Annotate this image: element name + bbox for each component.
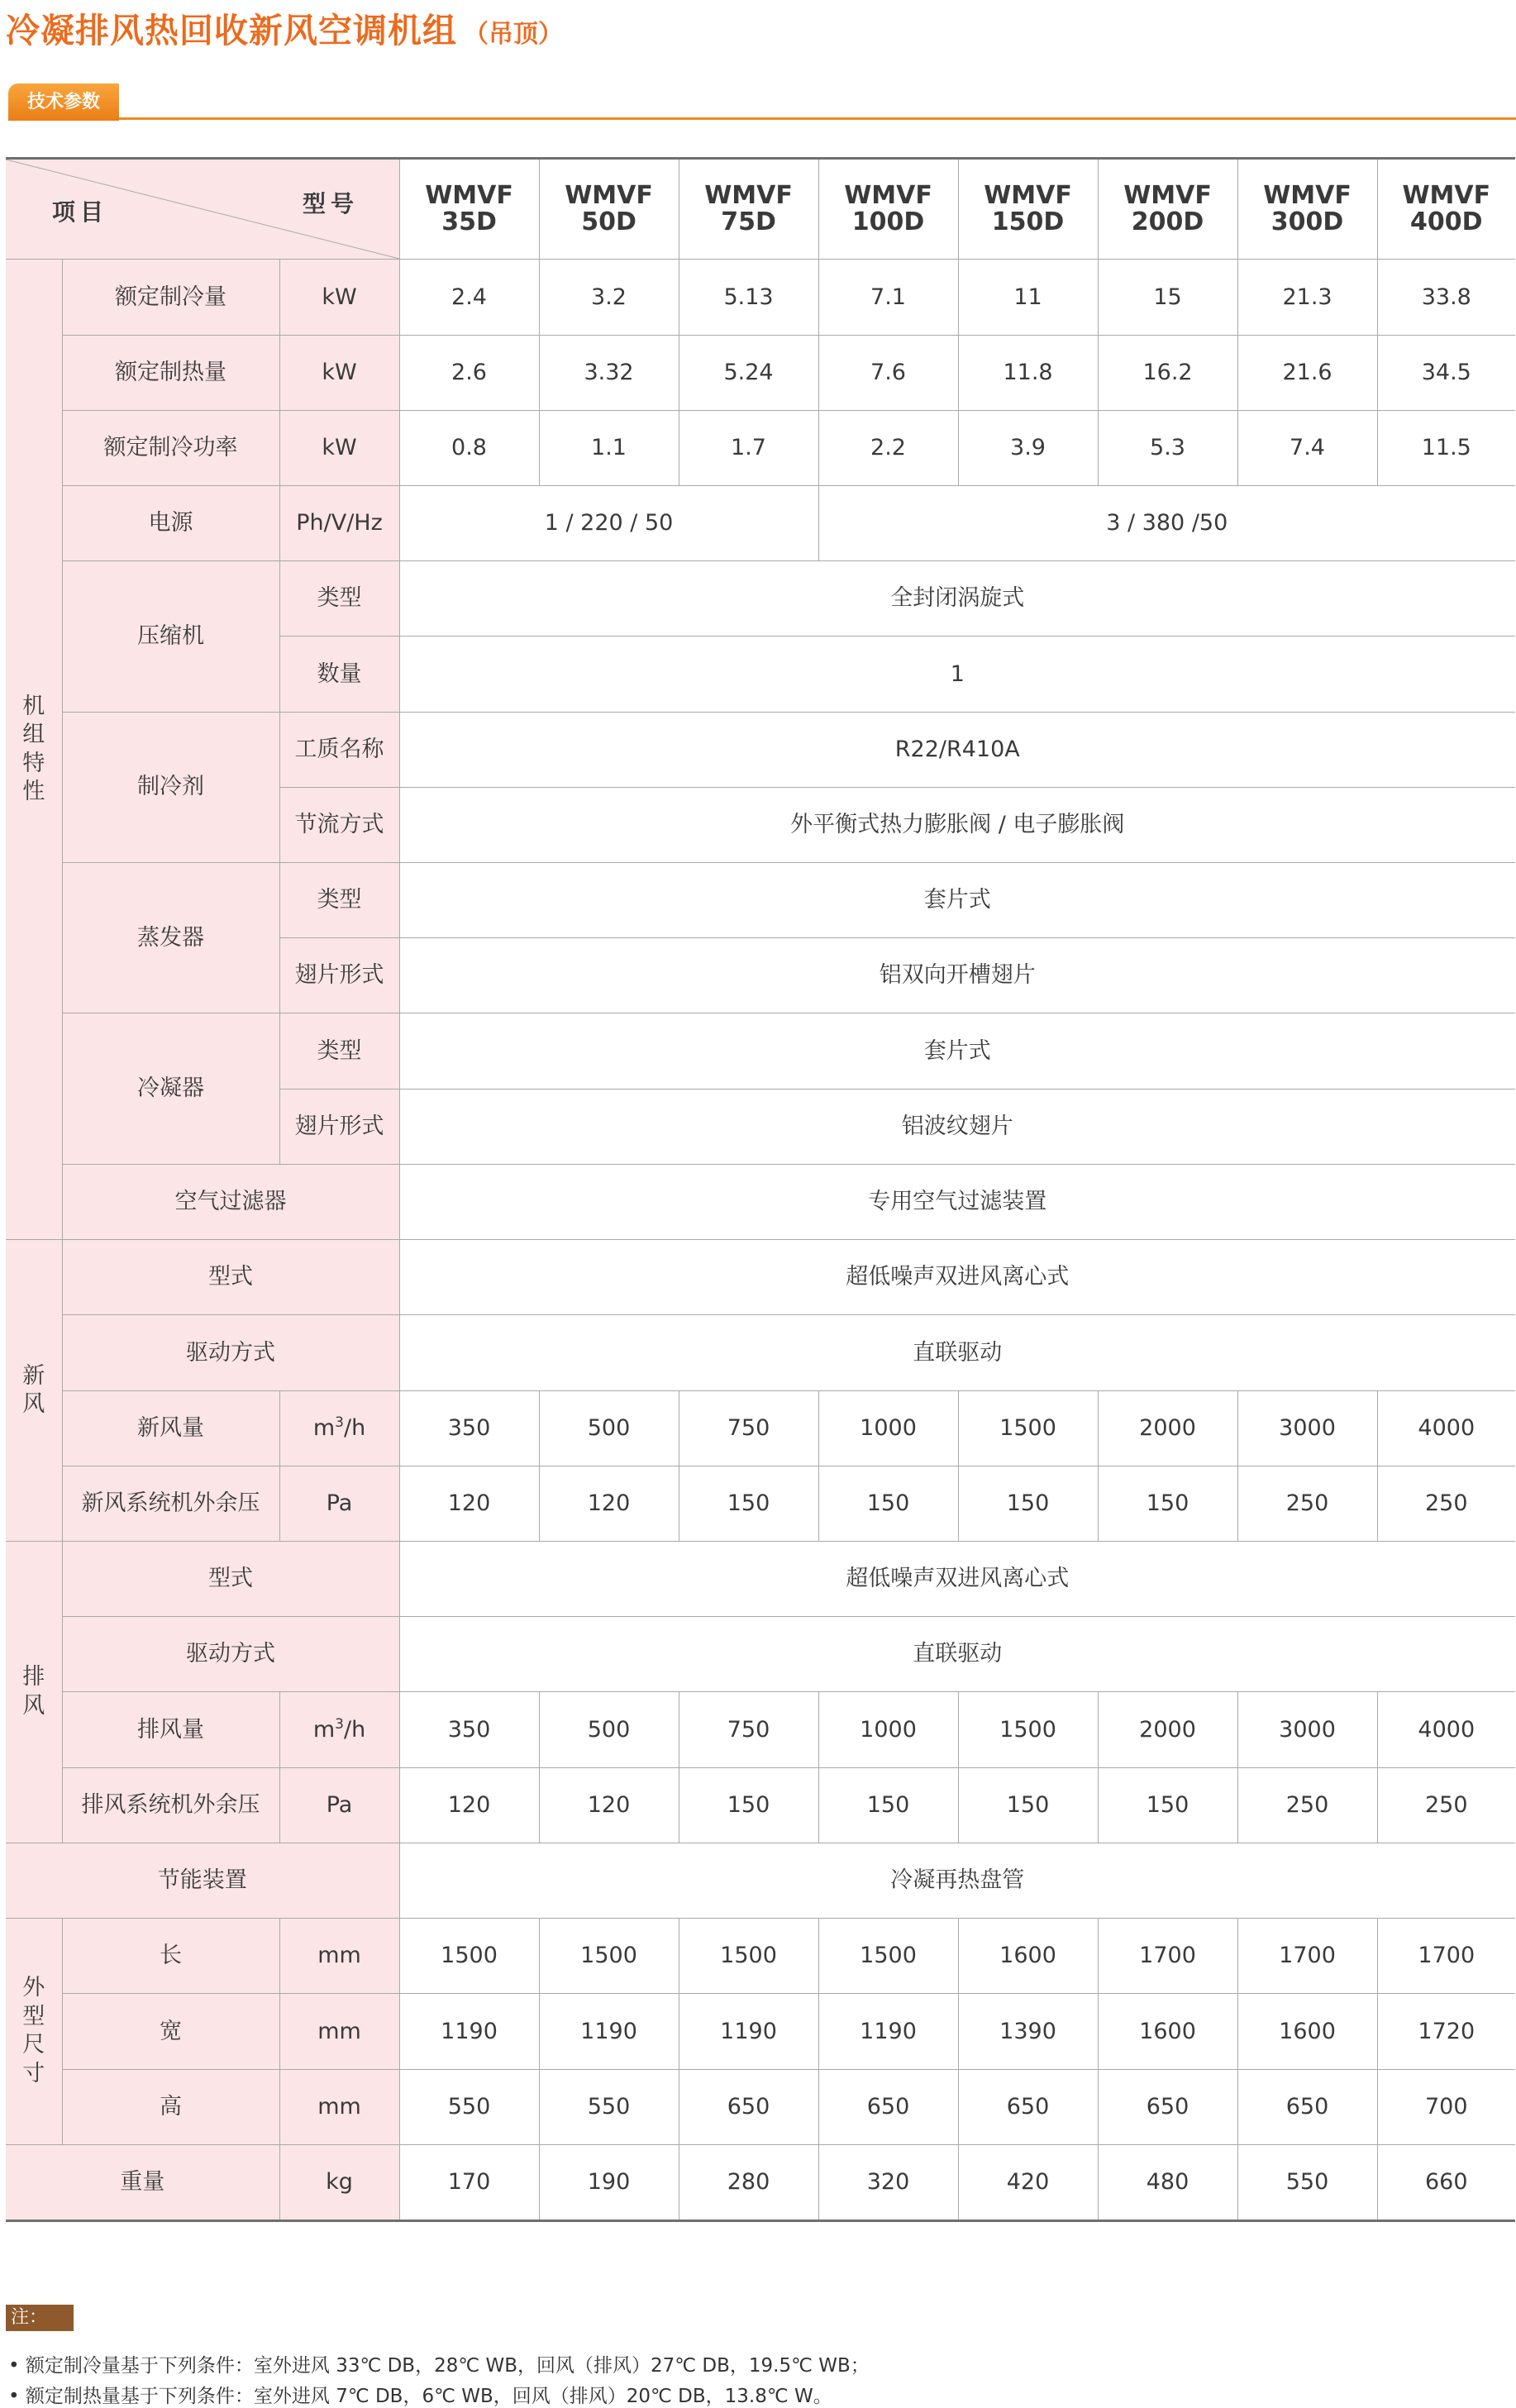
value-cell: 120: [399, 1767, 539, 1843]
row-sub-label: 数量: [279, 637, 399, 712]
value-cell: 15: [1098, 260, 1237, 335]
value-cell: 34.5: [1377, 335, 1515, 410]
value-cell: 1000: [818, 1390, 958, 1466]
row-label: 电源: [62, 485, 279, 560]
row-unit: Ph/V/Hz: [279, 485, 399, 560]
row-label: 长: [62, 1919, 279, 1994]
value-cell: 1720: [1377, 1994, 1515, 2069]
value-cell: 280: [679, 2144, 818, 2220]
value-cell: 1.1: [539, 410, 679, 485]
value-cell: 0.8: [399, 410, 539, 485]
value-cell: 1: [399, 637, 1515, 712]
row-label: 压缩机: [62, 561, 279, 712]
value-cell: 3.32: [539, 335, 679, 410]
row-unit: kg: [279, 2144, 399, 2220]
row-air-filter: [6, 1164, 1515, 1239]
section-badge: 技术参数: [8, 83, 119, 121]
value-cell: 2000: [1098, 1692, 1237, 1767]
row-label: 排风量: [62, 1692, 279, 1767]
row-unit: kW: [279, 410, 399, 485]
value-cell: 5.3: [1098, 410, 1237, 485]
value-cell: 150: [679, 1767, 818, 1843]
row-unit: kW: [279, 260, 399, 335]
row-label: 额定制冷量: [62, 260, 279, 335]
section-divider: [119, 117, 1516, 120]
row-unit: mm: [279, 1919, 399, 1994]
value-cell: 150: [679, 1466, 818, 1541]
group-unit-characteristics: 机组特性: [6, 260, 62, 1240]
value-cell: 1500: [539, 1919, 679, 1994]
value-cell: 11.8: [958, 335, 1098, 410]
value-cell: 3000: [1237, 1390, 1377, 1466]
row-sub-label: 类型: [279, 561, 399, 637]
value-cell: 150: [1098, 1767, 1237, 1843]
corner-item-label: 项目: [52, 198, 109, 226]
row-compressor-type: [6, 561, 1515, 637]
value-cell: 1500: [958, 1390, 1098, 1466]
value-cell: 650: [818, 2069, 958, 2144]
model-header-1: WMVF 35D: [399, 159, 539, 260]
page-title: [6, 3, 563, 52]
row-exhaust-volume: [6, 1692, 1515, 1767]
row-fresh-drive: [6, 1315, 1515, 1390]
value-cell: 150: [818, 1767, 958, 1843]
row-label: 高: [62, 2069, 279, 2144]
value-cell: 7.4: [1237, 410, 1377, 485]
row-weight: [6, 2144, 1515, 2220]
value-cell: 250: [1377, 1767, 1515, 1843]
value-cell: R22/R410A: [399, 712, 1515, 787]
value-cell: 1390: [958, 1994, 1098, 2069]
value-cell: 3000: [1237, 1692, 1377, 1767]
model-header-7: WMVF 300D: [1237, 159, 1377, 260]
value-cell: 1190: [679, 1994, 818, 2069]
row-label: 额定制冷功率: [62, 410, 279, 485]
value-cell: 超低噪声双进风离心式: [399, 1240, 1515, 1315]
row-label: 型式: [62, 1542, 399, 1617]
value-cell: 4000: [1377, 1390, 1515, 1466]
value-cell: 1500: [818, 1919, 958, 1994]
row-fresh-volume: [6, 1390, 1515, 1466]
value-cell: 11: [958, 260, 1098, 335]
value-cell: 250: [1377, 1466, 1515, 1541]
model-header-3: WMVF 75D: [679, 159, 818, 260]
value-cell: 1500: [399, 1919, 539, 1994]
row-label: 制冷剂: [62, 712, 279, 862]
value-cell: 外平衡式热力膨胀阀 / 电子膨胀阀: [399, 787, 1515, 862]
value-cell: 650: [1098, 2069, 1237, 2144]
value-cell: 1190: [399, 1994, 539, 2069]
value-cell: 1700: [1377, 1919, 1515, 1994]
value-cell: 500: [539, 1692, 679, 1767]
value-cell: 550: [399, 2069, 539, 2144]
value-cell: 700: [1377, 2069, 1515, 2144]
value-cell: 3.9: [958, 410, 1098, 485]
value-cell: 250: [1237, 1466, 1377, 1541]
row-sub-label: 工质名称: [279, 712, 399, 787]
row-unit: Pa: [279, 1767, 399, 1843]
value-cell: 320: [818, 2144, 958, 2220]
value-cell: 套片式: [399, 1013, 1515, 1089]
row-label: 重量: [6, 2144, 279, 2220]
group-dimensions: 外型尺寸: [6, 1919, 62, 2145]
row-sub-label: 翅片形式: [279, 1089, 399, 1164]
value-cell: 直联驱动: [399, 1617, 1515, 1692]
value-cell: 1700: [1237, 1919, 1377, 1994]
value-cell: 超低噪声双进风离心式: [399, 1542, 1515, 1617]
row-label: 额定制热量: [62, 335, 279, 410]
value-cell: 5.24: [679, 335, 818, 410]
value-cell: 120: [399, 1466, 539, 1541]
page-title-main: 冷凝排风热回收新风空调机组: [6, 11, 457, 50]
row-sub-label: 翅片形式: [279, 938, 399, 1013]
value-cell: 150: [818, 1466, 958, 1541]
value-cell: 5.13: [679, 260, 818, 335]
value-cell: 480: [1098, 2144, 1237, 2220]
value-cell: 550: [539, 2069, 679, 2144]
value-cell: 1000: [818, 1692, 958, 1767]
value-cell: 190: [539, 2144, 679, 2220]
value-cell: 16.2: [1098, 335, 1237, 410]
row-evaporator-type: [6, 863, 1515, 938]
value-cell: 直联驱动: [399, 1315, 1515, 1390]
value-cell: 7.1: [818, 260, 958, 335]
value-cell: 铝双向开槽翅片: [399, 938, 1515, 1013]
value-cell: 2000: [1098, 1390, 1237, 1466]
row-sub-label: 类型: [279, 863, 399, 938]
value-cell: 全封闭涡旋式: [399, 561, 1515, 637]
spec-table: [6, 157, 1515, 2222]
value-cell: 2.4: [399, 260, 539, 335]
value-cell: 1190: [539, 1994, 679, 2069]
row-sub-label: 类型: [279, 1013, 399, 1089]
row-heating-capacity: [6, 335, 1515, 410]
value-cell: 650: [679, 2069, 818, 2144]
value-cell: 350: [399, 1692, 539, 1767]
value-cell: 120: [539, 1466, 679, 1541]
row-height: [6, 2069, 1515, 2144]
value-cell: 1.7: [679, 410, 818, 485]
row-label: 新风量: [62, 1390, 279, 1466]
value-cell: 7.6: [818, 335, 958, 410]
note-cooling-conditions: • 额定制冷量基于下列条件：室外进风 33℃ DB，28℃ WB，回风（排风）27℃ DB，19.5℃ WB；: [8, 2355, 870, 2377]
value-cell-single-phase: 1 / 220 / 50: [399, 485, 818, 560]
row-label: 冷凝器: [62, 1013, 279, 1164]
row-width: [6, 1994, 1515, 2069]
row-unit: $m^3/h$: [279, 1390, 399, 1466]
page-title-subtitle: （吊顶）: [464, 20, 563, 49]
value-cell: 120: [539, 1767, 679, 1843]
value-cell: 350: [399, 1390, 539, 1466]
value-cell: 4000: [1377, 1692, 1515, 1767]
value-cell: 750: [679, 1390, 818, 1466]
row-label: 型式: [62, 1240, 399, 1315]
value-cell: 3.2: [539, 260, 679, 335]
value-cell: 33.8: [1377, 260, 1515, 335]
row-length: [6, 1919, 1515, 1994]
row-power-supply: [6, 485, 1515, 560]
value-cell: 150: [958, 1767, 1098, 1843]
row-exhaust-drive: [6, 1617, 1515, 1692]
row-exhaust-pressure: [6, 1767, 1515, 1843]
row-label: 新风系统机外余压: [62, 1466, 279, 1541]
value-cell: 420: [958, 2144, 1098, 2220]
value-cell: 500: [539, 1390, 679, 1466]
value-cell: 1600: [958, 1919, 1098, 1994]
row-fresh-type: [6, 1240, 1515, 1315]
row-label: 宽: [62, 1994, 279, 2069]
value-cell: 1500: [679, 1919, 818, 1994]
value-cell: 150: [958, 1466, 1098, 1541]
model-header-4: WMVF 100D: [818, 159, 958, 260]
value-cell: 冷凝再热盘管: [399, 1843, 1515, 1918]
value-cell: 650: [958, 2069, 1098, 2144]
row-unit: $m^3/h$: [279, 1692, 399, 1767]
value-cell: 750: [679, 1692, 818, 1767]
value-cell: 11.5: [1377, 410, 1515, 485]
row-label: 节能装置: [6, 1843, 399, 1918]
row-cooling-power: [6, 410, 1515, 485]
value-cell: 660: [1377, 2144, 1515, 2220]
value-cell: 21.6: [1237, 335, 1377, 410]
value-cell: 150: [1098, 1466, 1237, 1541]
group-exhaust-air: 排风: [6, 1542, 62, 1843]
row-condenser-type: [6, 1013, 1515, 1089]
row-exhaust-type: [6, 1542, 1515, 1617]
row-unit: Pa: [279, 1466, 399, 1541]
value-cell: 1600: [1098, 1994, 1237, 2069]
header-row: [6, 159, 1515, 260]
value-cell: 250: [1237, 1767, 1377, 1843]
row-cooling-capacity: [6, 260, 1515, 335]
row-unit: mm: [279, 1994, 399, 2069]
row-fresh-pressure: [6, 1466, 1515, 1541]
note-heating-conditions: • 额定制热量基于下列条件：室外进风 7℃ DB，6℃ WB，回风（排风）20℃ DB，13.8℃ W。: [8, 2386, 832, 2407]
value-cell: 铝波纹翅片: [399, 1089, 1515, 1164]
value-cell: 21.3: [1237, 260, 1377, 335]
value-cell: 170: [399, 2144, 539, 2220]
corner-model-label: 型号: [303, 190, 360, 217]
model-header-5: WMVF 150D: [958, 159, 1098, 260]
value-cell: 1190: [818, 1994, 958, 2069]
row-sub-label: 节流方式: [279, 787, 399, 862]
row-label: 驱动方式: [62, 1617, 399, 1692]
row-energy-saving: [6, 1843, 1515, 1918]
value-cell: 专用空气过滤装置: [399, 1164, 1515, 1239]
model-header-6: WMVF 200D: [1098, 159, 1237, 260]
row-label: 蒸发器: [62, 863, 279, 1013]
value-cell: 650: [1237, 2069, 1377, 2144]
row-label: 空气过滤器: [62, 1164, 399, 1239]
notes-label: 注：: [6, 2305, 74, 2331]
row-refrigerant-name: [6, 712, 1515, 787]
value-cell: 2.6: [399, 335, 539, 410]
value-cell: 1700: [1098, 1919, 1237, 1994]
model-header-8: WMVF 400D: [1377, 159, 1515, 260]
value-cell: 550: [1237, 2144, 1377, 2220]
value-cell: 套片式: [399, 863, 1515, 938]
value-cell: 1500: [958, 1692, 1098, 1767]
value-cell-three-phase: 3 / 380 /50: [818, 485, 1515, 560]
value-cell: 2.2: [818, 410, 958, 485]
group-fresh-air: 新风: [6, 1240, 62, 1542]
row-label: 驱动方式: [62, 1315, 399, 1390]
model-header-2: WMVF 50D: [539, 159, 679, 260]
value-cell: 1600: [1237, 1994, 1377, 2069]
row-unit: kW: [279, 335, 399, 410]
row-unit: mm: [279, 2069, 399, 2144]
row-label: 排风系统机外余压: [62, 1767, 279, 1843]
corner-cell: [6, 159, 399, 260]
